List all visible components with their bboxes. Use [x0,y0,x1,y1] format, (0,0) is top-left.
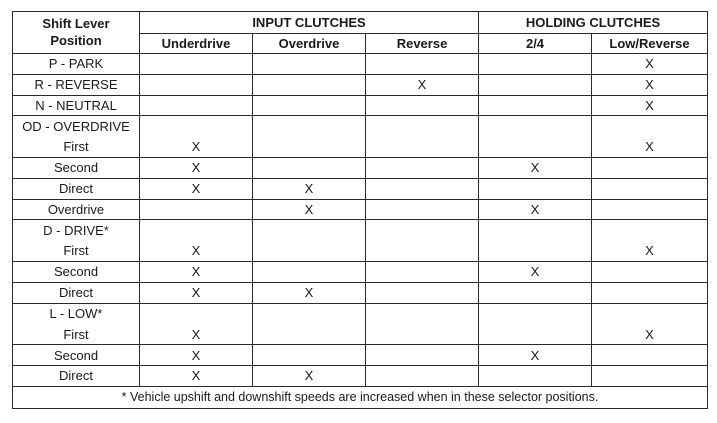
cell-mark [366,324,479,345]
cell-mark [479,241,592,262]
row-label: First [13,137,140,158]
table-row [13,220,708,241]
table-row [13,178,708,199]
cell-mark [140,303,253,324]
cell-mark: X [140,157,253,178]
table-row [13,345,708,366]
cell-mark [592,303,708,324]
cell-mark [366,199,479,220]
cell-mark [366,178,479,199]
cell-mark [479,54,592,75]
cell-mark [140,116,253,137]
cell-mark [253,303,366,324]
row-group-label: OD - OVERDRIVE [13,116,140,137]
row-label: First [13,324,140,345]
cell-mark [592,220,708,241]
cell-mark: X [479,157,592,178]
cell-mark [366,261,479,282]
cell-mark [366,157,479,178]
cell-mark: X [140,345,253,366]
cell-mark [253,324,366,345]
cell-mark: X [140,261,253,282]
table-row [13,261,708,282]
shift-lever-position-header: Shift Lever Position [13,12,140,54]
cell-mark: X [592,137,708,158]
table-row [13,365,708,386]
column-header-overdrive: Overdrive [253,34,366,54]
cell-mark: X [253,199,366,220]
footnote-row [13,386,708,408]
cell-mark [253,116,366,137]
table-row [13,137,708,158]
row-label: Direct [13,282,140,303]
row-label: First [13,241,140,262]
cell-mark [253,95,366,116]
cell-mark [253,74,366,95]
column-header-low-reverse: Low/Reverse [592,34,708,54]
row-group-label: L - LOW* [13,303,140,324]
cell-mark [592,199,708,220]
cell-mark [366,345,479,366]
cell-mark: X [366,74,479,95]
cell-mark [366,54,479,75]
cell-mark [592,116,708,137]
cell-mark [479,365,592,386]
cell-mark [253,261,366,282]
input-clutches-header: INPUT CLUTCHES [140,12,479,34]
cell-mark [366,303,479,324]
cell-mark [366,220,479,241]
cell-mark [366,137,479,158]
table-row [13,241,708,262]
column-header-underdrive: Underdrive [140,34,253,54]
cell-mark: X [140,324,253,345]
cell-mark: X [592,95,708,116]
cell-mark [479,95,592,116]
cell-mark: X [592,74,708,95]
cell-mark: X [592,241,708,262]
cell-mark: X [592,324,708,345]
table-row [13,157,708,178]
cell-mark [479,220,592,241]
row-label: R - REVERSE [13,74,140,95]
cell-mark [253,137,366,158]
cell-mark [253,345,366,366]
cell-mark [592,282,708,303]
cell-mark [140,54,253,75]
holding-clutches-header: HOLDING CLUTCHES [479,12,708,34]
cell-mark [479,116,592,137]
footnote: * Vehicle upshift and downshift speeds are increased when in these selector positions. [13,386,708,408]
table-row [13,116,708,137]
cell-mark: X [253,365,366,386]
cell-mark [366,282,479,303]
row-label: Second [13,345,140,366]
cell-mark: X [253,178,366,199]
table-row [13,303,708,324]
cell-mark [592,157,708,178]
cell-mark [140,199,253,220]
cell-mark [479,303,592,324]
cell-mark: X [140,241,253,262]
cell-mark: X [253,282,366,303]
table-row [13,324,708,345]
cell-mark: X [592,54,708,75]
table-row [13,74,708,95]
column-header-reverse: Reverse [366,34,479,54]
row-label: Direct [13,365,140,386]
cell-mark [253,157,366,178]
cell-mark [479,137,592,158]
cell-mark: X [140,365,253,386]
cell-mark [592,365,708,386]
cell-mark: X [140,282,253,303]
cell-mark [253,220,366,241]
cell-mark: X [140,178,253,199]
cell-mark [479,282,592,303]
column-header-2-4: 2/4 [479,34,592,54]
cell-mark [253,241,366,262]
row-label: N - NEUTRAL [13,95,140,116]
cell-mark [366,116,479,137]
cell-mark: X [479,261,592,282]
row-label: Second [13,261,140,282]
cell-mark [140,74,253,95]
cell-mark [592,345,708,366]
cell-mark: X [140,137,253,158]
cell-mark [479,178,592,199]
row-label: Overdrive [13,199,140,220]
table-body [13,54,708,409]
cell-mark: X [479,199,592,220]
row-label: P - PARK [13,54,140,75]
cell-mark [592,178,708,199]
cell-mark [366,95,479,116]
cell-mark [140,95,253,116]
row-label: Second [13,157,140,178]
cell-mark [253,54,366,75]
row-label: Direct [13,178,140,199]
cell-mark: X [479,345,592,366]
cell-mark [140,220,253,241]
cell-mark [479,324,592,345]
cell-mark [479,74,592,95]
table-row [13,95,708,116]
table-row [13,199,708,220]
cell-mark [366,241,479,262]
clutch-application-table [12,11,708,409]
row-group-label: D - DRIVE* [13,220,140,241]
table-row [13,282,708,303]
cell-mark [366,365,479,386]
cell-mark [592,261,708,282]
table-row [13,54,708,75]
